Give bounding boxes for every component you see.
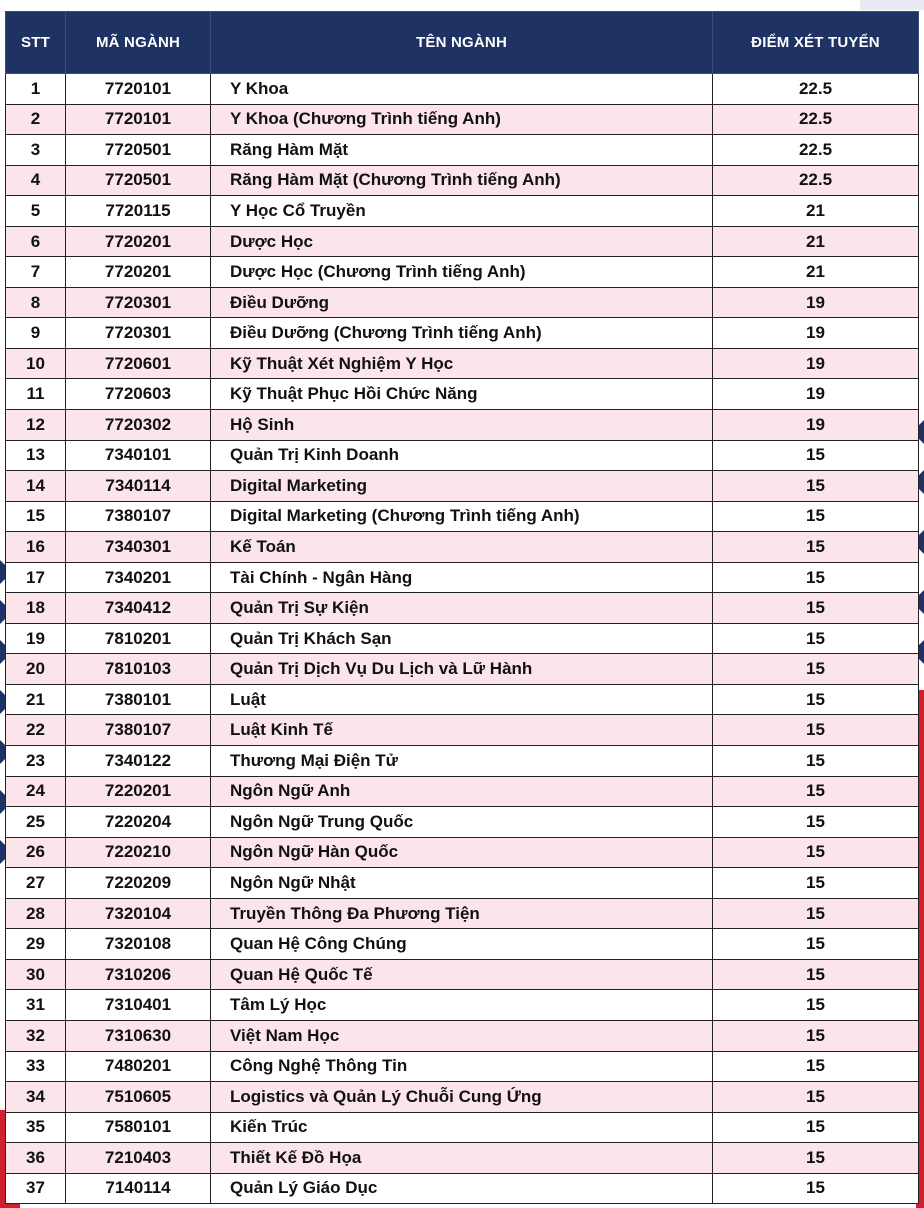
table-header-row (6, 12, 919, 74)
cell-ma-nganh: 7380107 (66, 715, 211, 746)
cell-ma-nganh: 7580101 (66, 1112, 211, 1143)
cell-stt: 11 (6, 379, 66, 410)
cell-ten-nganh: Y Khoa (211, 74, 713, 105)
cell-stt: 1 (6, 74, 66, 105)
cell-diem: 19 (713, 348, 919, 379)
cell-stt: 10 (6, 348, 66, 379)
cell-ten-nganh: Tâm Lý Học (211, 990, 713, 1021)
table-row (6, 226, 919, 257)
cell-ten-nganh: Công Nghệ Thông Tin (211, 1051, 713, 1082)
cell-stt: 35 (6, 1112, 66, 1143)
table-row (6, 1082, 919, 1113)
cell-ma-nganh: 7320108 (66, 929, 211, 960)
table-row (6, 501, 919, 532)
cell-stt: 4 (6, 165, 66, 196)
table-row (6, 1173, 919, 1204)
cell-ten-nganh: Hộ Sinh (211, 410, 713, 441)
cell-stt: 14 (6, 471, 66, 502)
header-stt: STT (6, 12, 66, 74)
cell-diem: 19 (713, 287, 919, 318)
cell-ten-nganh: Ngôn Ngữ Nhật (211, 868, 713, 899)
cell-diem: 22.5 (713, 165, 919, 196)
cell-diem: 15 (713, 990, 919, 1021)
table-row (6, 379, 919, 410)
cell-stt: 26 (6, 837, 66, 868)
cell-ma-nganh: 7220209 (66, 868, 211, 899)
cell-diem: 15 (713, 532, 919, 563)
cell-stt: 3 (6, 135, 66, 166)
cell-ma-nganh: 7480201 (66, 1051, 211, 1082)
cell-ma-nganh: 7720301 (66, 287, 211, 318)
cell-diem: 15 (713, 1020, 919, 1051)
table-row (6, 104, 919, 135)
table-row (6, 318, 919, 349)
cell-diem: 15 (713, 868, 919, 899)
cell-diem: 15 (713, 1051, 919, 1082)
cell-ten-nganh: Digital Marketing (Chương Trình tiếng Anh) (211, 501, 713, 532)
cell-ten-nganh: Răng Hàm Mặt (211, 135, 713, 166)
table-row (6, 165, 919, 196)
cell-stt: 6 (6, 226, 66, 257)
table-row (6, 1143, 919, 1174)
cell-ma-nganh: 7340301 (66, 532, 211, 563)
cell-diem: 15 (713, 898, 919, 929)
cell-stt: 18 (6, 593, 66, 624)
cell-diem: 22.5 (713, 74, 919, 105)
cell-ma-nganh: 7220210 (66, 837, 211, 868)
table-row (6, 532, 919, 563)
table-row (6, 807, 919, 838)
cell-ma-nganh: 7720201 (66, 257, 211, 288)
cell-stt: 19 (6, 623, 66, 654)
cell-ma-nganh: 7720601 (66, 348, 211, 379)
cell-ten-nganh: Điều Dưỡng (211, 287, 713, 318)
cell-diem: 15 (713, 837, 919, 868)
table-row (6, 715, 919, 746)
table-row (6, 746, 919, 777)
cell-stt: 16 (6, 532, 66, 563)
table-row (6, 898, 919, 929)
cell-diem: 15 (713, 1112, 919, 1143)
table-row (6, 1051, 919, 1082)
cell-diem: 15 (713, 440, 919, 471)
table-row (6, 654, 919, 685)
cell-stt: 9 (6, 318, 66, 349)
cell-stt: 29 (6, 929, 66, 960)
cell-ten-nganh: Digital Marketing (211, 471, 713, 502)
cell-stt: 12 (6, 410, 66, 441)
table-row (6, 623, 919, 654)
cell-ma-nganh: 7810103 (66, 654, 211, 685)
cell-ten-nganh: Răng Hàm Mặt (Chương Trình tiếng Anh) (211, 165, 713, 196)
cell-ten-nganh: Quan Hệ Quốc Tế (211, 959, 713, 990)
cell-stt: 30 (6, 959, 66, 990)
cell-diem: 15 (713, 807, 919, 838)
cell-ma-nganh: 7720301 (66, 318, 211, 349)
cell-diem: 15 (713, 471, 919, 502)
cell-ma-nganh: 7340114 (66, 471, 211, 502)
cell-stt: 17 (6, 562, 66, 593)
cell-stt: 32 (6, 1020, 66, 1051)
cell-ten-nganh: Y Học Cổ Truyền (211, 196, 713, 227)
cell-ma-nganh: 7220204 (66, 807, 211, 838)
cell-diem: 15 (713, 1082, 919, 1113)
table-row (6, 74, 919, 105)
cell-ma-nganh: 7140114 (66, 1173, 211, 1204)
cell-diem: 21 (713, 226, 919, 257)
cell-ten-nganh: Kỹ Thuật Xét Nghiệm Y Học (211, 348, 713, 379)
cell-ten-nganh: Điều Dưỡng (Chương Trình tiếng Anh) (211, 318, 713, 349)
cell-ten-nganh: Kiến Trúc (211, 1112, 713, 1143)
cell-diem: 15 (713, 562, 919, 593)
cell-ten-nganh: Ngôn Ngữ Anh (211, 776, 713, 807)
cell-ten-nganh: Logistics và Quản Lý Chuỗi Cung Ứng (211, 1082, 713, 1113)
cell-ten-nganh: Ngôn Ngữ Hàn Quốc (211, 837, 713, 868)
cell-ten-nganh: Tài Chính - Ngân Hàng (211, 562, 713, 593)
top-right-band (860, 0, 924, 10)
cell-diem: 15 (713, 776, 919, 807)
table-row (6, 287, 919, 318)
cell-stt: 24 (6, 776, 66, 807)
cell-stt: 33 (6, 1051, 66, 1082)
table-row (6, 776, 919, 807)
cell-ma-nganh: 7310630 (66, 1020, 211, 1051)
cell-diem: 15 (713, 593, 919, 624)
cell-ma-nganh: 7220201 (66, 776, 211, 807)
admission-score-table (5, 11, 919, 1204)
cell-ten-nganh: Luật (211, 684, 713, 715)
cell-ten-nganh: Y Khoa (Chương Trình tiếng Anh) (211, 104, 713, 135)
header-ten-nganh: TÊN NGÀNH (211, 12, 713, 74)
cell-ma-nganh: 7380107 (66, 501, 211, 532)
table-row (6, 410, 919, 441)
cell-ma-nganh: 7720603 (66, 379, 211, 410)
cell-ten-nganh: Quản Trị Dịch Vụ Du Lịch và Lữ Hành (211, 654, 713, 685)
cell-ma-nganh: 7810201 (66, 623, 211, 654)
cell-diem: 15 (713, 929, 919, 960)
cell-stt: 5 (6, 196, 66, 227)
cell-diem: 22.5 (713, 104, 919, 135)
cell-ma-nganh: 7320104 (66, 898, 211, 929)
table-row (6, 959, 919, 990)
cell-ten-nganh: Dược Học (211, 226, 713, 257)
table-row (6, 990, 919, 1021)
cell-stt: 27 (6, 868, 66, 899)
cell-diem: 15 (713, 654, 919, 685)
cell-ma-nganh: 7720101 (66, 104, 211, 135)
cell-diem: 15 (713, 501, 919, 532)
cell-ten-nganh: Quản Trị Kinh Doanh (211, 440, 713, 471)
cell-ten-nganh: Việt Nam Học (211, 1020, 713, 1051)
cell-ma-nganh: 7340412 (66, 593, 211, 624)
cell-ten-nganh: Quan Hệ Công Chúng (211, 929, 713, 960)
cell-ma-nganh: 7720501 (66, 165, 211, 196)
table-row (6, 196, 919, 227)
cell-ma-nganh: 7380101 (66, 684, 211, 715)
cell-ma-nganh: 7720501 (66, 135, 211, 166)
cell-stt: 2 (6, 104, 66, 135)
cell-ma-nganh: 7340201 (66, 562, 211, 593)
table-row (6, 257, 919, 288)
cell-ten-nganh: Quản Trị Khách Sạn (211, 623, 713, 654)
cell-ma-nganh: 7310206 (66, 959, 211, 990)
cell-ma-nganh: 7720115 (66, 196, 211, 227)
cell-stt: 37 (6, 1173, 66, 1204)
table-row (6, 1020, 919, 1051)
table-body (6, 74, 919, 1204)
cell-stt: 21 (6, 684, 66, 715)
cell-ten-nganh: Kế Toán (211, 532, 713, 563)
cell-stt: 36 (6, 1143, 66, 1174)
cell-stt: 31 (6, 990, 66, 1021)
table-row (6, 135, 919, 166)
table-row (6, 440, 919, 471)
cell-diem: 22.5 (713, 135, 919, 166)
cell-diem: 19 (713, 379, 919, 410)
cell-ten-nganh: Ngôn Ngữ Trung Quốc (211, 807, 713, 838)
cell-stt: 22 (6, 715, 66, 746)
header-ma-nganh: MÃ NGÀNH (66, 12, 211, 74)
cell-ma-nganh: 7340101 (66, 440, 211, 471)
cell-stt: 15 (6, 501, 66, 532)
cell-ma-nganh: 7210403 (66, 1143, 211, 1174)
cell-diem: 21 (713, 196, 919, 227)
cell-ten-nganh: Quản Trị Sự Kiện (211, 593, 713, 624)
admission-score-table-container (5, 11, 918, 1204)
cell-stt: 7 (6, 257, 66, 288)
cell-ma-nganh: 7510605 (66, 1082, 211, 1113)
cell-ma-nganh: 7340122 (66, 746, 211, 777)
table-row (6, 562, 919, 593)
cell-diem: 21 (713, 257, 919, 288)
table-row (6, 1112, 919, 1143)
cell-diem: 15 (713, 684, 919, 715)
table-row (6, 593, 919, 624)
cell-stt: 28 (6, 898, 66, 929)
cell-ten-nganh: Luật Kinh Tế (211, 715, 713, 746)
cell-ma-nganh: 7720201 (66, 226, 211, 257)
cell-diem: 15 (713, 1173, 919, 1204)
cell-stt: 8 (6, 287, 66, 318)
table-row (6, 837, 919, 868)
cell-diem: 19 (713, 410, 919, 441)
table-row (6, 868, 919, 899)
cell-ma-nganh: 7720101 (66, 74, 211, 105)
cell-diem: 19 (713, 318, 919, 349)
cell-ma-nganh: 7720302 (66, 410, 211, 441)
cell-ten-nganh: Truyền Thông Đa Phương Tiện (211, 898, 713, 929)
cell-ten-nganh: Thương Mại Điện Tử (211, 746, 713, 777)
header-diem-xet-tuyen: ĐIỂM XÉT TUYỂN (713, 12, 919, 74)
cell-stt: 34 (6, 1082, 66, 1113)
cell-ten-nganh: Dược Học (Chương Trình tiếng Anh) (211, 257, 713, 288)
cell-stt: 23 (6, 746, 66, 777)
table-row (6, 471, 919, 502)
cell-stt: 13 (6, 440, 66, 471)
table-row (6, 929, 919, 960)
cell-diem: 15 (713, 715, 919, 746)
cell-diem: 15 (713, 959, 919, 990)
cell-diem: 15 (713, 746, 919, 777)
cell-stt: 20 (6, 654, 66, 685)
cell-ten-nganh: Kỹ Thuật Phục Hồi Chức Năng (211, 379, 713, 410)
cell-ma-nganh: 7310401 (66, 990, 211, 1021)
cell-ten-nganh: Quản Lý Giáo Dục (211, 1173, 713, 1204)
cell-diem: 15 (713, 623, 919, 654)
table-row (6, 684, 919, 715)
cell-stt: 25 (6, 807, 66, 838)
cell-diem: 15 (713, 1143, 919, 1174)
cell-ten-nganh: Thiết Kế Đồ Họa (211, 1143, 713, 1174)
table-row (6, 348, 919, 379)
